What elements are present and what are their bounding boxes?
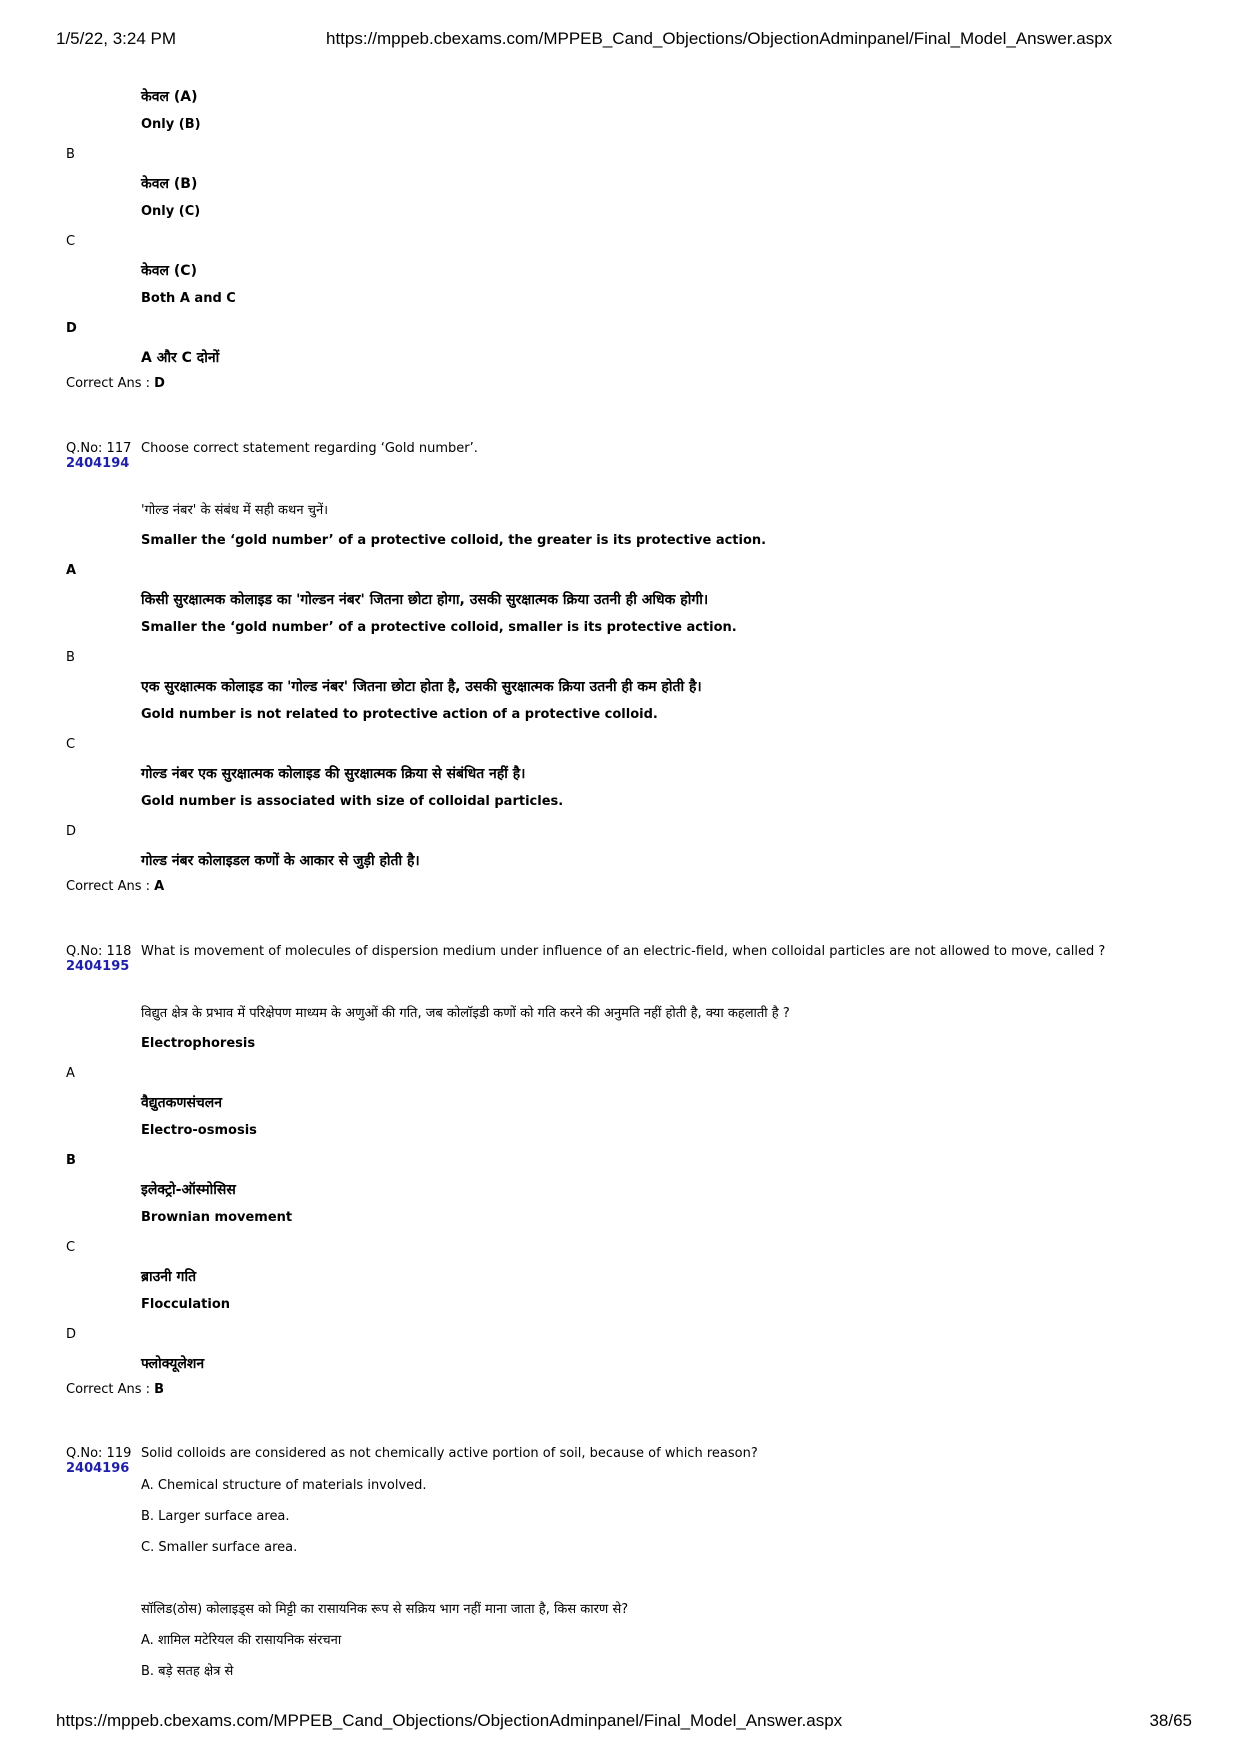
print-footer — [0, 1711, 1240, 1733]
option-letter-b: B — [66, 650, 75, 665]
question-text-english: Choose correct statement regarding ‘Gold number’. — [141, 441, 478, 456]
correct-answer — [66, 1382, 164, 1398]
correct-answer-value: D — [154, 376, 165, 391]
option-letter-a: A — [66, 563, 77, 578]
print-url: https://mppeb.cbexams.com/MPPEB_Cand_Objections/ObjectionAdminpanel/Final_Model_Answer.aspx — [326, 29, 1113, 48]
option-c-english: Brownian movement — [141, 1210, 293, 1225]
option-letter-b: B — [66, 147, 75, 162]
option-letter-d: D — [66, 321, 77, 336]
question-id: 2404194 — [66, 456, 130, 471]
option-letter-d: D — [66, 1327, 77, 1342]
option-b-english: Smaller the ‘gold number’ of a protective colloid, smaller is its protective action. — [141, 620, 737, 635]
question-number: Q.No: 118 — [66, 944, 132, 959]
option-b-hindi: केवल (B) — [141, 176, 198, 192]
option-d-english: Both A and C — [141, 291, 236, 306]
option-b-english: Only (B) — [141, 117, 201, 132]
option-letter-c: C — [66, 1240, 76, 1255]
option-letter-c: C — [66, 737, 76, 752]
question-text-english: What is movement of molecules of dispersion medium under influence of an electric-field, when colloidal particles are not allowed to move, called ? — [141, 944, 1106, 959]
option-a-hindi: केवल (A) — [141, 89, 198, 105]
question-number: Q.No: 117 — [66, 441, 132, 456]
option-a-english: Electrophoresis — [141, 1036, 256, 1051]
option-c-hindi: ब्राउनी गति — [141, 1269, 197, 1285]
question-text-hindi: सॉलिड(ठोस) कोलाइड्स को मिट्टी का रासायनिक रूप से सक्रिय भाग नहीं माना जाता है, किस कारण से? — [141, 1602, 629, 1617]
statement-b-hindi: B. बड़े सतह क्षेत्र से — [141, 1664, 234, 1679]
print-header — [0, 29, 1240, 51]
statement-a-english: A. Chemical structure of materials involved. — [141, 1478, 427, 1493]
option-a-hindi: वैद्युतकणसंचलन — [141, 1095, 223, 1111]
option-letter-d: D — [66, 824, 77, 839]
footer-url: https://mppeb.cbexams.com/MPPEB_Cand_Objections/ObjectionAdminpanel/Final_Model_Answer.aspx — [56, 1711, 843, 1730]
question-text-hindi: 'गोल्ड नंबर' के संबंध में सही कथन चुनें। — [141, 503, 329, 518]
question-id: 2404195 — [66, 959, 130, 974]
page-number: 38/65 — [1149, 1711, 1192, 1730]
option-c-hindi: गोल्ड नंबर एक सुरक्षात्मक कोलाइड की सुरक्षात्मक क्रिया से संबंधित नहीं है। — [141, 766, 526, 782]
option-c-english: Only (C) — [141, 204, 201, 219]
option-a-english: Smaller the ‘gold number’ of a protective colloid, the greater is its protective action. — [141, 533, 767, 548]
print-datetime: 1/5/22, 3:24 PM — [56, 29, 177, 48]
correct-answer-value: B — [154, 1382, 165, 1397]
option-letter-c: C — [66, 234, 76, 249]
statement-c-english: C. Smaller surface area. — [141, 1540, 298, 1555]
option-d-english: Gold number is associated with size of colloidal particles. — [141, 794, 564, 809]
correct-answer — [66, 376, 165, 392]
question-text-english: Solid colloids are considered as not chemically active portion of soil, because of which reason? — [141, 1446, 758, 1461]
option-b-english: Electro-osmosis — [141, 1123, 257, 1138]
correct-answer-value: A — [154, 879, 165, 894]
correct-answer — [66, 879, 164, 895]
question-number: Q.No: 119 — [66, 1446, 132, 1461]
option-letter-a: A — [66, 1066, 75, 1081]
question-text-hindi: विद्युत क्षेत्र के प्रभाव में परिक्षेपण माध्यम के अणुओं की गति, जब कोलॉइडी कणों को गति करने की अनुमति नहीं होती है, क्या कहलाती है ? — [141, 1006, 790, 1021]
option-a-hindi: किसी सुरक्षात्मक कोलाइड का 'गोल्डन नंबर' जितना छोटा होगा, उसकी सुरक्षात्मक क्रिया उतनी ही अधिक होगी। — [141, 592, 709, 608]
option-c-hindi: केवल (C) — [141, 263, 197, 279]
question-id: 2404196 — [66, 1461, 130, 1476]
statement-a-hindi: A. शामिल मटेरियल की रासायनिक संरचना — [141, 1633, 342, 1648]
option-d-hindi: गोल्ड नंबर कोलाइडल कणों के आकार से जुड़ी होती है। — [141, 853, 420, 869]
statement-b-english: B. Larger surface area. — [141, 1509, 290, 1524]
correct-answer-label: Correct Ans : — [66, 376, 150, 391]
correct-answer-label: Correct Ans : — [66, 1382, 150, 1397]
correct-answer-label: Correct Ans : — [66, 879, 150, 894]
option-b-hindi: एक सुरक्षात्मक कोलाइड का 'गोल्ड नंबर' जितना छोटा होता है, उसकी सुरक्षात्मक क्रिया उतनी ही कम होती है। — [141, 679, 702, 695]
option-d-hindi: फ्लोक्यूलेशन — [141, 1356, 205, 1372]
option-c-english: Gold number is not related to protective action of a protective colloid. — [141, 707, 658, 722]
option-d-hindi: A और C दोनों — [141, 350, 220, 366]
option-letter-b: B — [66, 1153, 76, 1168]
option-b-hindi: इलेक्ट्रो-ऑस्मोसिस — [141, 1182, 236, 1198]
option-d-english: Flocculation — [141, 1297, 231, 1312]
